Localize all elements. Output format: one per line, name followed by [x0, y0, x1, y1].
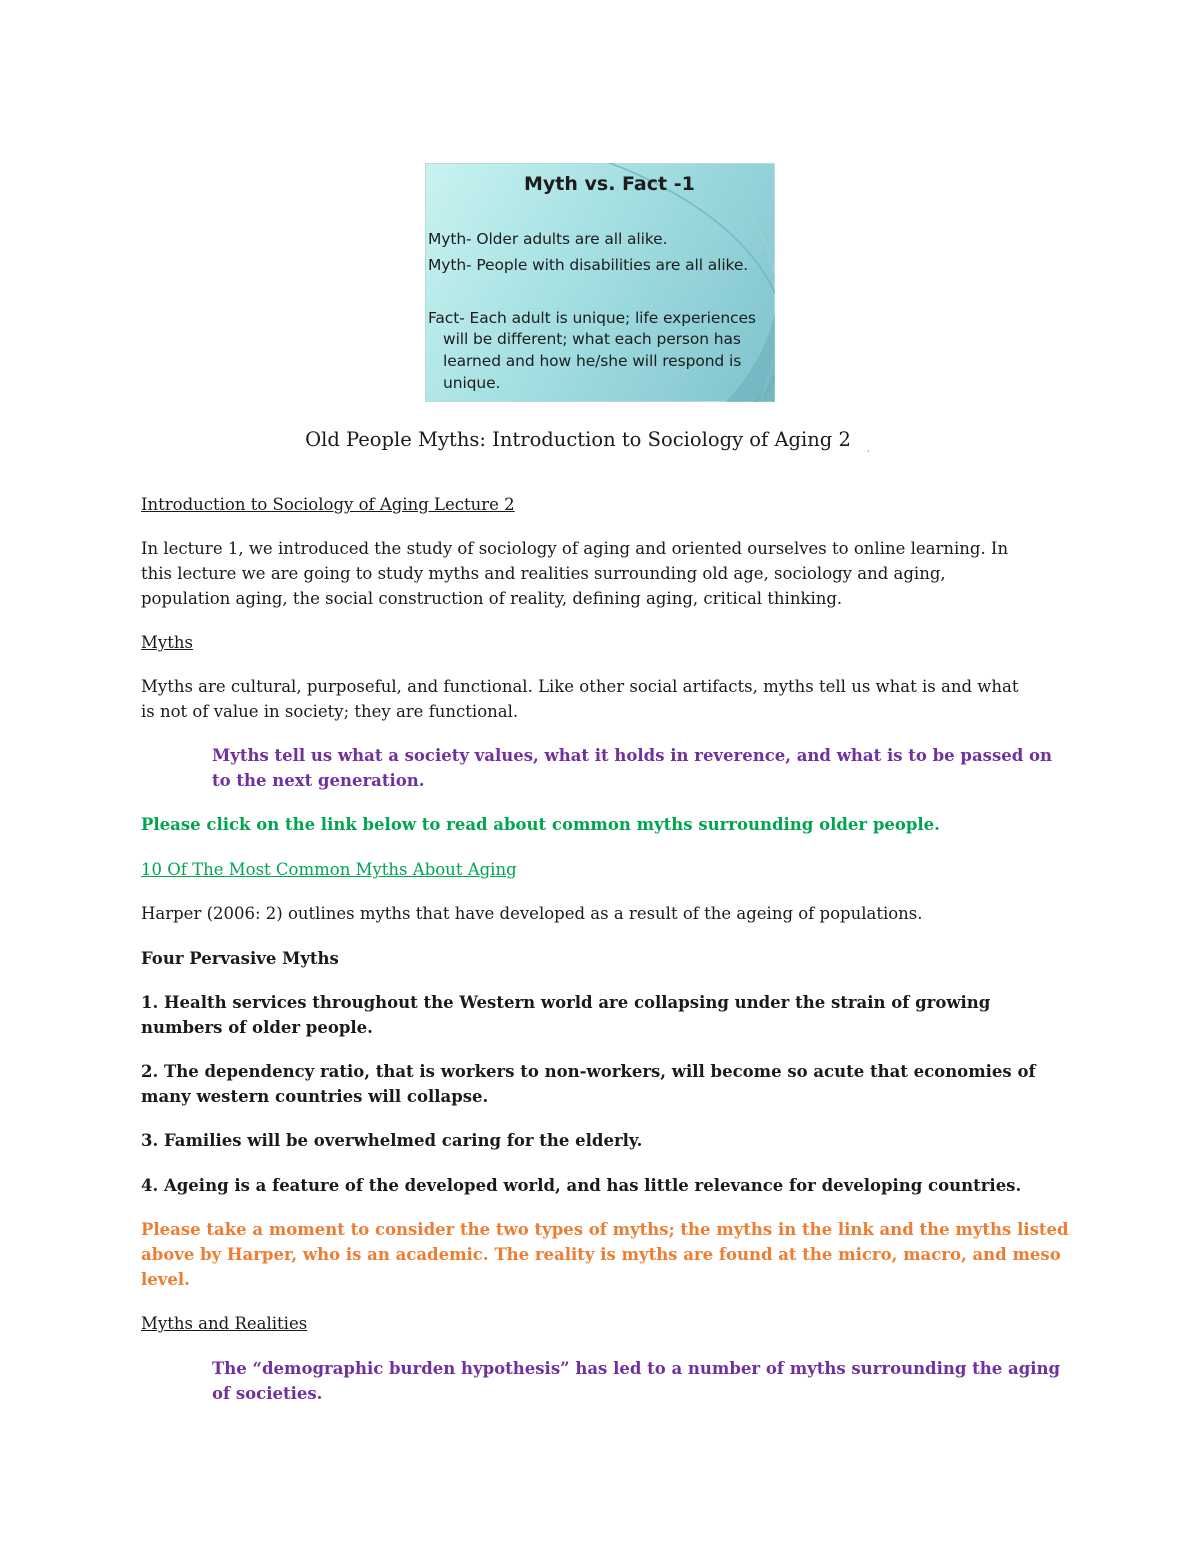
- myths-link-paragraph: [141, 857, 1061, 882]
- document-title: Old People Myths: Introduction to Sociology of Aging 2: [305, 428, 851, 451]
- common-myths-link[interactable]: 10 Of The Most Common Myths About Aging: [141, 860, 517, 879]
- stray-mark: ,: [867, 444, 870, 454]
- burden-line-2: of societies.: [212, 1384, 323, 1403]
- slide-myth-line-1: Myth- Older adults are all alike.: [428, 230, 668, 248]
- myths-heading: Myths: [141, 633, 193, 652]
- myth-item-4-line-1: 4. Ageing is a feature of the developed world, and has little relevance for developing countries.: [141, 1176, 1022, 1195]
- four-myths-heading: Four Pervasive Myths: [141, 949, 339, 968]
- intro-line-2: this lecture we are going to study myths and realities surrounding old age, sociology and aging,: [141, 564, 946, 583]
- myths-line-2: is not of value in society; they are functional.: [141, 702, 519, 721]
- myth-item-2-line-1: 2. The dependency ratio, that is workers to non-workers, will become so acute that economies of: [141, 1062, 1036, 1081]
- consider-line-2: above by Harper, who is an academic. The reality is myths are found at the micro, macro, and meso: [141, 1245, 1061, 1264]
- myth-item-2: [141, 1059, 1061, 1109]
- myth-item-1-line-2: numbers of older people.: [141, 1018, 373, 1037]
- slide-fact-line-3: learned and how he/she will respond is: [443, 352, 742, 370]
- intro-line-1: In lecture 1, we introduced the study of sociology of aging and oriented ourselves to online learning. In: [141, 539, 1009, 558]
- myths-quote-line-1: Myths tell us what a society values, what it holds in reverence, and what is to be passed on: [212, 746, 1053, 765]
- lecture-heading: Introduction to Sociology of Aging Lecture 2: [141, 495, 515, 514]
- myth-item-4: [141, 1173, 1061, 1198]
- myths-line-1: Myths are cultural, purposeful, and functional. Like other social artifacts, myths tell us what is and what: [141, 677, 1019, 696]
- myth-vs-fact-slide-image: [425, 163, 775, 402]
- consider-paragraph: [141, 1217, 1069, 1292]
- slide-fact-line-1: Fact- Each adult is unique; life experiences: [428, 309, 756, 327]
- harper-line: Harper (2006: 2) outlines myths that have developed as a result of the ageing of populations.: [141, 904, 923, 923]
- myth-item-1-line-1: 1. Health services throughout the Western world are collapsing under the strain of growing: [141, 993, 991, 1012]
- slide-myth-line-2: Myth- People with disabilities are all alike.: [428, 256, 749, 274]
- slide-title: Myth vs. Fact -1: [524, 173, 695, 195]
- burden-paragraph: [212, 1356, 1072, 1406]
- myth-item-3-line-1: 3. Families will be overwhelmed caring for the elderly.: [141, 1131, 643, 1150]
- burden-line-1: The “demographic burden hypothesis” has led to a number of myths surrounding the aging: [212, 1359, 1061, 1378]
- myth-item-3: [141, 1128, 1061, 1153]
- intro-line-3: population aging, the social construction of reality, defining aging, critical thinking.: [141, 589, 843, 608]
- consider-line-3: level.: [141, 1270, 190, 1289]
- myths-quote-line-2: to the next generation.: [212, 771, 425, 790]
- slide-fact-line-2: will be different; what each person has: [443, 330, 741, 348]
- myth-item-2-line-2: many western countries will collapse.: [141, 1087, 489, 1106]
- realities-heading: Myths and Realities: [141, 1314, 308, 1333]
- intro-paragraph: [141, 536, 1061, 611]
- consider-line-1: Please take a moment to consider the two types of myths; the myths in the link and the myths listed: [141, 1220, 1069, 1239]
- myths-quote: [212, 743, 1072, 793]
- myth-item-1: [141, 990, 1061, 1040]
- click-instruction: Please click on the link below to read about common myths surrounding older people.: [141, 815, 940, 834]
- slide-fact-line-4: unique.: [443, 374, 501, 392]
- myths-paragraph: [141, 674, 1061, 724]
